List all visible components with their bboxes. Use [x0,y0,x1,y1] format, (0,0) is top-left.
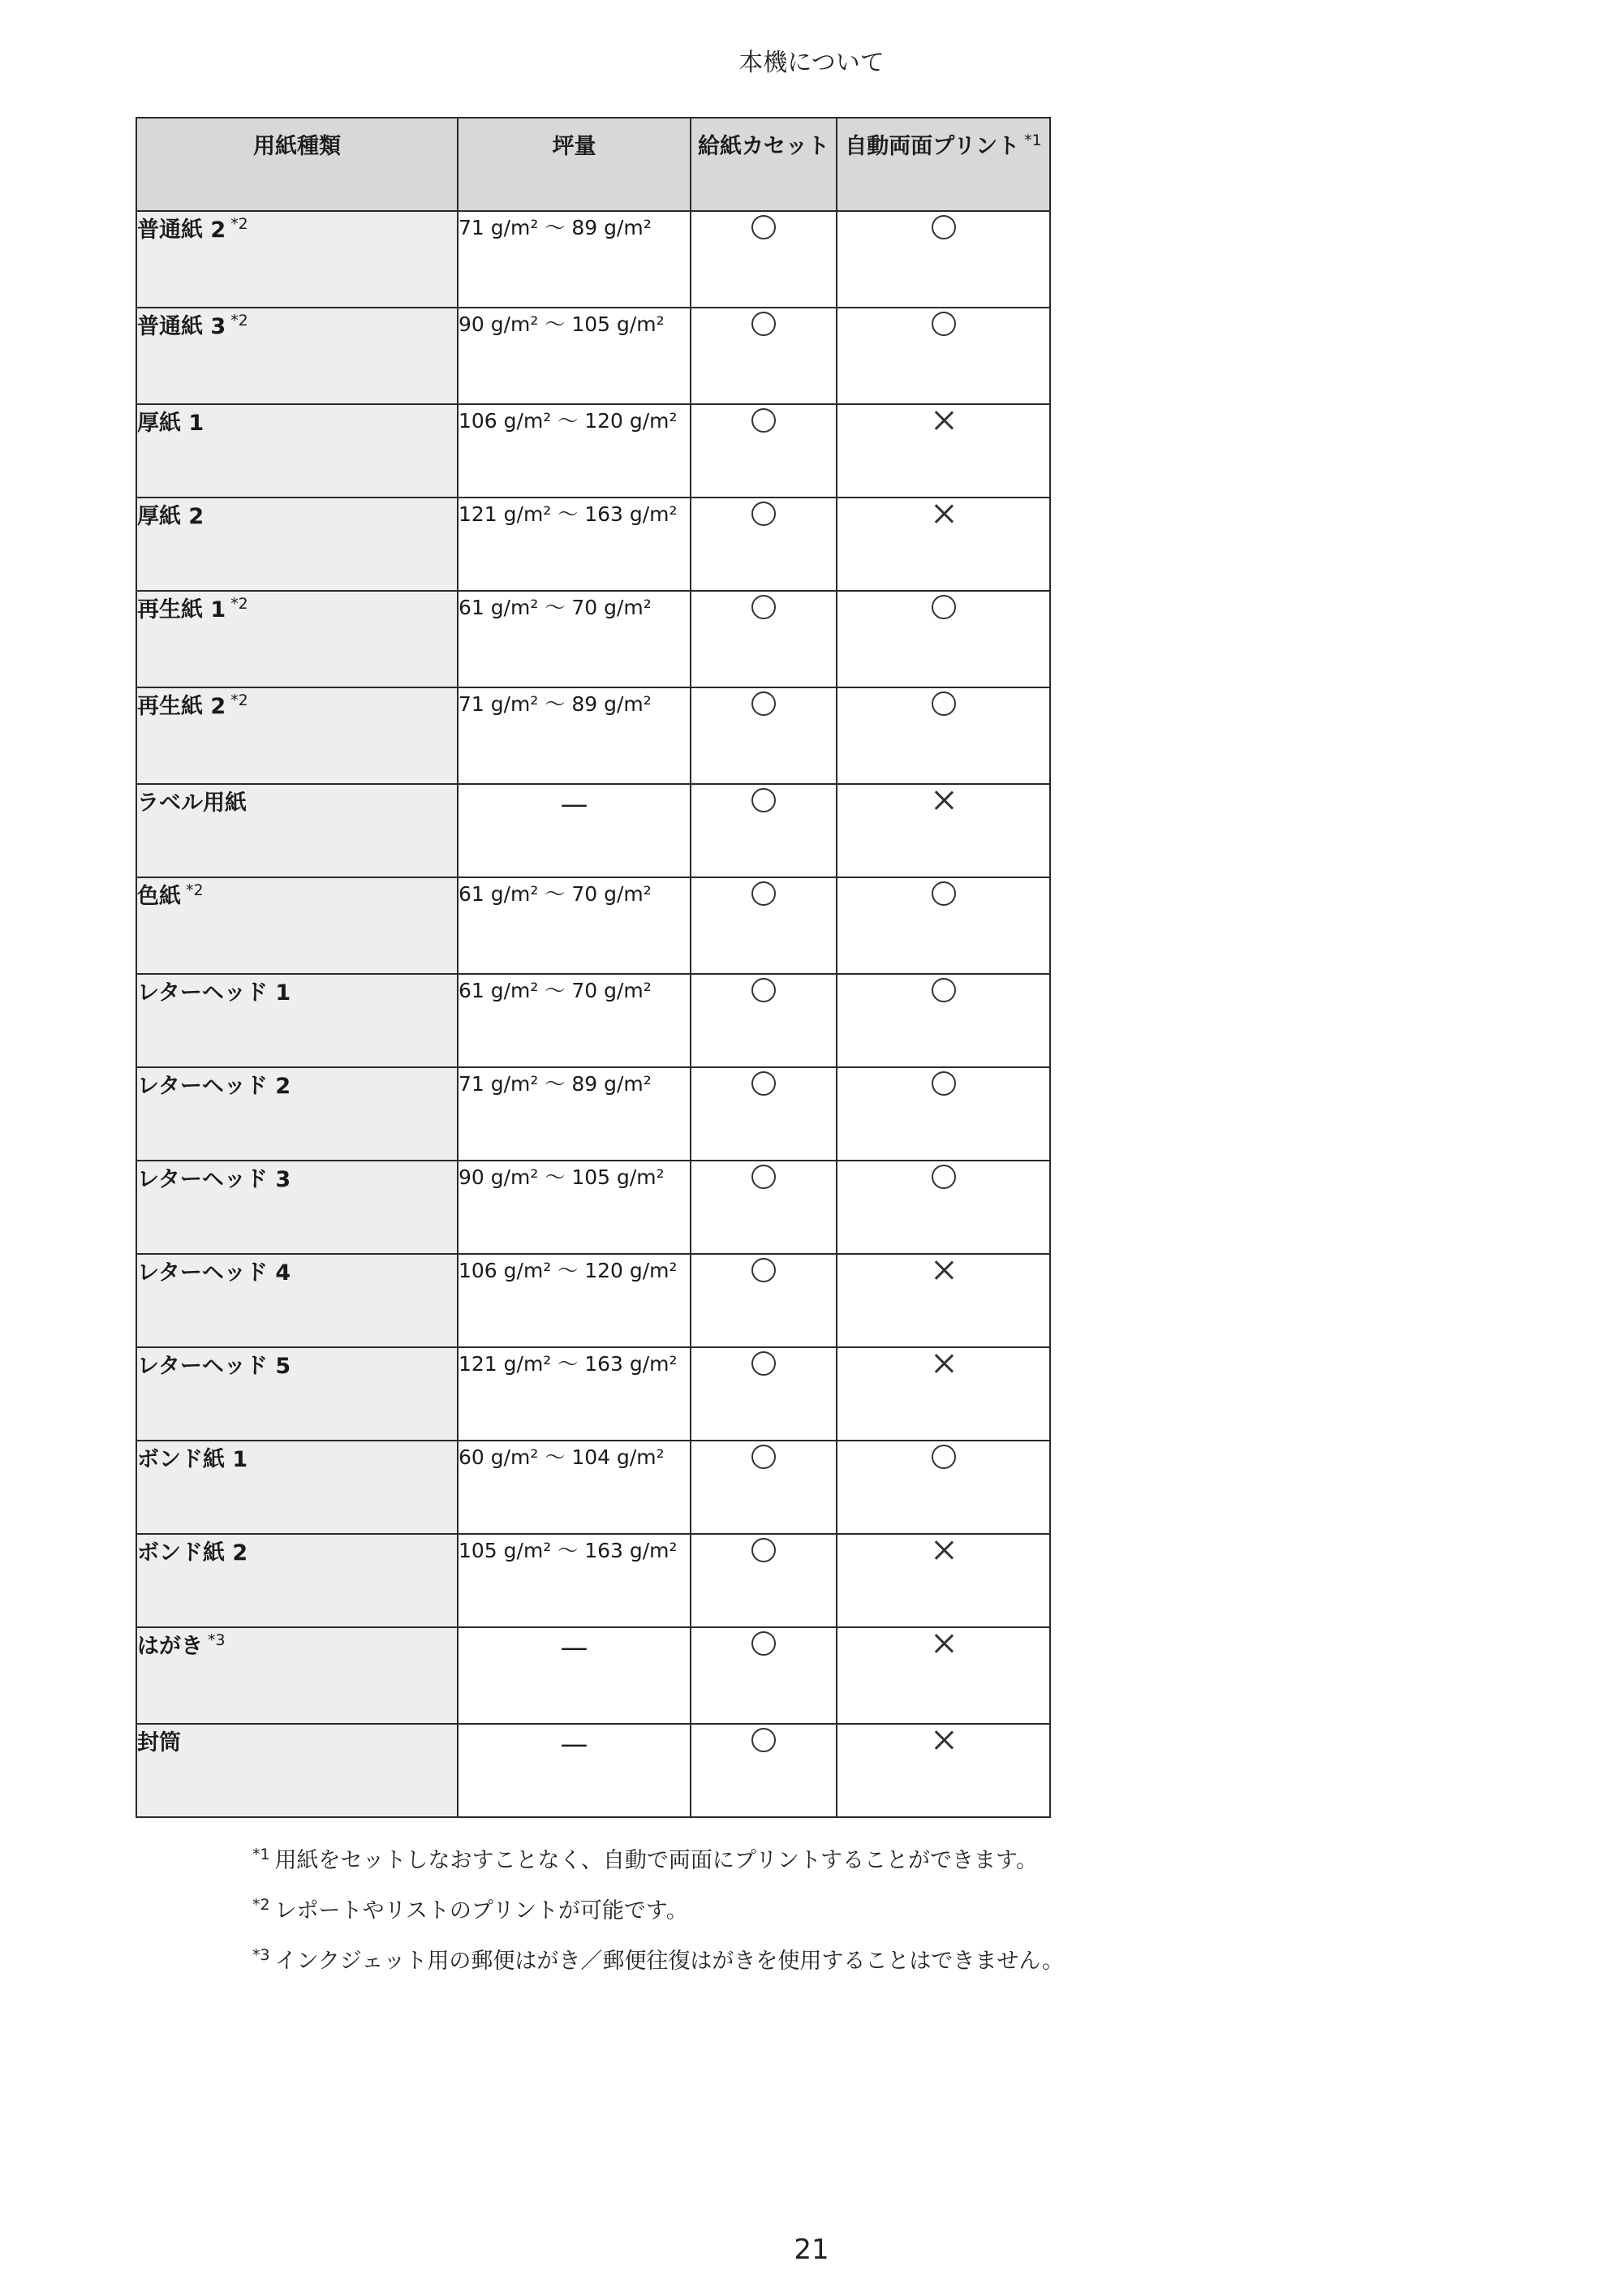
supported-circle-icon [751,1258,776,1282]
cassette-cell [691,211,837,308]
paper-type-cell: 色紙 $^{*2}$ [136,877,458,974]
supported-circle-icon [932,881,956,906]
duplex-cell [837,687,1050,784]
footnote-1: $^{*1}$ 用紙をセットしなおすことなく、自動で両面にプリントすることができます。 [252,1845,1038,1873]
table-row [136,1161,1050,1254]
duplex-cell [837,591,1050,687]
table-row [136,591,1050,687]
table-row [136,877,1050,974]
duplex-cell [837,784,1050,877]
cassette-cell [691,404,837,498]
paper-type-cell: 再生紙 1 $^{*2}$ [136,591,458,687]
weight-cell: 61 g/m² 〜 70 g/m² [458,974,691,1067]
cassette-cell [691,591,837,687]
cassette-cell [691,1254,837,1347]
duplex-cell [837,1724,1050,1817]
footnote-ref: *3 [208,1630,226,1649]
supported-circle-icon [751,1351,776,1376]
supported-circle-icon [932,1445,956,1469]
weight-cell: 121 g/m² 〜 163 g/m² [458,1347,691,1441]
supported-circle-icon [751,502,776,526]
supported-circle-icon [932,691,956,716]
paper-type-cell: 厚紙 1 [136,404,458,498]
table-row [136,974,1050,1067]
weight-cell: 61 g/m² 〜 70 g/m² [458,877,691,974]
paper-type-cell: ボンド紙 1 [136,1441,458,1534]
paper-type-cell: 再生紙 2 $^{*2}$ [136,687,458,784]
footnote-3: $^{*3}$ インクジェット用の郵便はがき／郵便往復はがきを使用することはできません。 [252,1945,1065,1974]
weight-cell: 71 g/m² 〜 89 g/m² [458,687,691,784]
header-duplex: 自動両面プリント $^{*1}$ [837,118,1050,211]
table-row [136,1534,1050,1627]
paper-type-cell: レターヘッド 3 [136,1161,458,1254]
cassette-cell [691,1067,837,1161]
weight-cell: — [458,1724,691,1817]
footnotes [252,1842,1064,1993]
supported-circle-icon [751,1728,776,1752]
table-header-row [136,118,1050,211]
weight-cell: 71 g/m² 〜 89 g/m² [458,1067,691,1161]
header-paper-type: 用紙種類 [136,118,458,211]
cassette-cell [691,1627,837,1724]
table-row [136,687,1050,784]
cassette-cell [691,308,837,404]
duplex-cell [837,1534,1050,1627]
table-row [136,1347,1050,1441]
supported-circle-icon [751,215,776,239]
page-header: 本機について [738,49,885,77]
cassette-cell [691,1161,837,1254]
not-supported-cross-icon [932,502,956,526]
paper-type-cell: 封筒 [136,1724,458,1817]
supported-circle-icon [932,978,956,1002]
table-row [136,1724,1050,1817]
not-supported-cross-icon [932,408,956,433]
header-cassette: 給紙カセット [691,118,837,211]
paper-type-cell: ボンド紙 2 [136,1534,458,1627]
supported-circle-icon [932,1071,956,1096]
table-row [136,784,1050,877]
supported-circle-icon [932,595,956,619]
supported-circle-icon [751,1538,776,1562]
paper-type-cell: はがき $^{*3}$ [136,1627,458,1724]
paper-type-cell: レターヘッド 4 [136,1254,458,1347]
duplex-cell [837,974,1050,1067]
cassette-cell [691,1441,837,1534]
cassette-cell [691,1724,837,1817]
table-row [136,1441,1050,1534]
weight-cell: 121 g/m² 〜 163 g/m² [458,498,691,591]
supported-circle-icon [932,312,956,336]
footnote-ref: *2 [230,691,248,709]
duplex-cell [837,211,1050,308]
footnote-ref: *2 [230,214,248,233]
table-row [136,211,1050,308]
duplex-cell [837,498,1050,591]
footnote-ref: *2 [230,311,248,330]
paper-type-cell: 厚紙 2 [136,498,458,591]
cassette-cell [691,1347,837,1441]
weight-cell: 71 g/m² 〜 89 g/m² [458,211,691,308]
weight-cell: 60 g/m² 〜 104 g/m² [458,1441,691,1534]
table-row [136,404,1050,498]
weight-cell: 90 g/m² 〜 105 g/m² [458,308,691,404]
table-row [136,1067,1050,1161]
paper-type-table [136,117,1051,1818]
supported-circle-icon [751,595,776,619]
table-row [136,1254,1050,1347]
paper-type-cell: 普通紙 2 $^{*2}$ [136,211,458,308]
weight-cell: 90 g/m² 〜 105 g/m² [458,1161,691,1254]
table-body [136,211,1050,1817]
weight-cell: 106 g/m² 〜 120 g/m² [458,1254,691,1347]
duplex-cell [837,404,1050,498]
weight-cell: — [458,784,691,877]
supported-circle-icon [751,1445,776,1469]
supported-circle-icon [932,215,956,239]
not-supported-cross-icon [932,1631,956,1656]
table-row [136,308,1050,404]
footnote-ref: *1 [1024,131,1042,149]
paper-type-cell: ラベル用紙 [136,784,458,877]
supported-circle-icon [932,1165,956,1189]
not-supported-cross-icon [932,788,956,812]
not-supported-cross-icon [932,1258,956,1282]
cassette-cell [691,974,837,1067]
duplex-cell [837,1161,1050,1254]
supported-circle-icon [751,691,776,716]
weight-cell: 106 g/m² 〜 120 g/m² [458,404,691,498]
duplex-cell [837,1067,1050,1161]
paper-type-cell: レターヘッド 1 [136,974,458,1067]
paper-type-cell: レターヘッド 2 [136,1067,458,1161]
duplex-cell [837,308,1050,404]
supported-circle-icon [751,978,776,1002]
duplex-cell [837,1441,1050,1534]
paper-type-cell: 普通紙 3 $^{*2}$ [136,308,458,404]
supported-circle-icon [751,312,776,336]
not-supported-cross-icon [932,1351,956,1376]
duplex-cell [837,877,1050,974]
supported-circle-icon [751,1165,776,1189]
weight-cell: 61 g/m² 〜 70 g/m² [458,591,691,687]
weight-cell: — [458,1627,691,1724]
supported-circle-icon [751,788,776,812]
header-weight: 坪量 [458,118,691,211]
cassette-cell [691,784,837,877]
paper-type-cell: レターヘッド 5 [136,1347,458,1441]
not-supported-cross-icon [932,1538,956,1562]
cassette-cell [691,1534,837,1627]
duplex-cell [837,1254,1050,1347]
table-row [136,498,1050,591]
not-supported-cross-icon [932,1728,956,1752]
supported-circle-icon [751,1631,776,1656]
footnote-ref: *2 [186,881,204,899]
page-number: 21 [794,2234,829,2266]
supported-circle-icon [751,1071,776,1096]
footnote-ref: *2 [230,594,248,613]
cassette-cell [691,498,837,591]
duplex-cell [837,1347,1050,1441]
weight-cell: 105 g/m² 〜 163 g/m² [458,1534,691,1627]
supported-circle-icon [751,881,776,906]
supported-circle-icon [751,408,776,433]
footnote-2: $^{*2}$ レポートやリストのプリントが可能です。 [252,1895,688,1923]
cassette-cell [691,877,837,974]
cassette-cell [691,687,837,784]
duplex-cell [837,1627,1050,1724]
table-row [136,1627,1050,1724]
